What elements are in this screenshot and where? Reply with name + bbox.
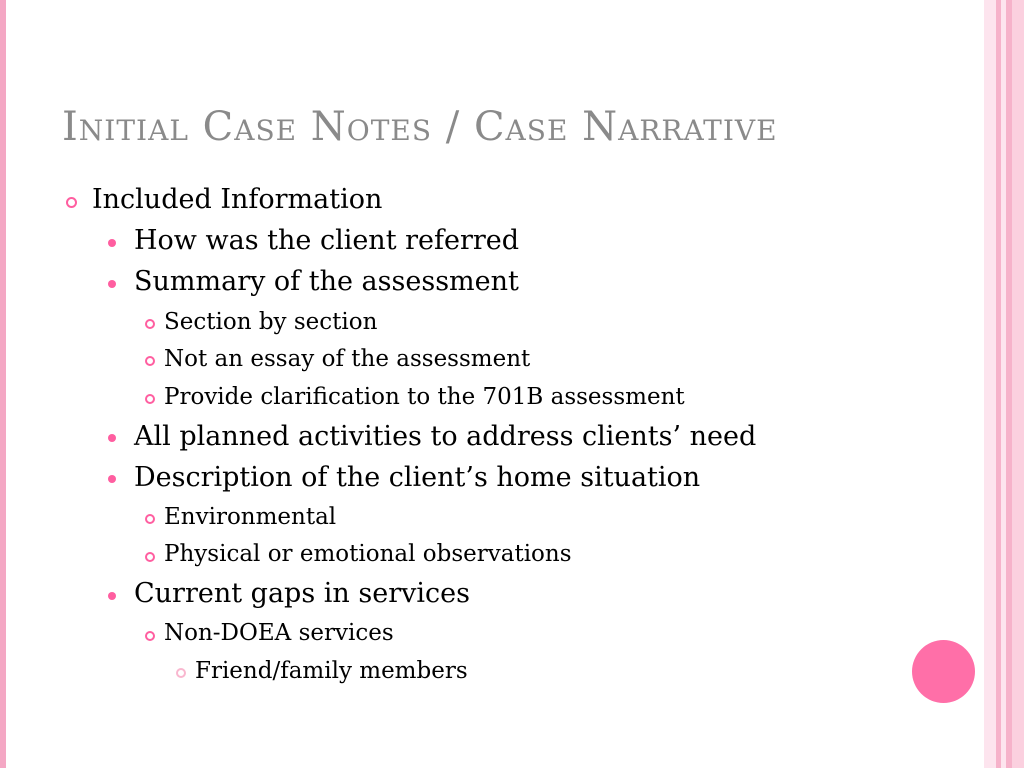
bullet-home-situation: Description of the client’s home situation [134, 462, 701, 493]
ring-bullet-icon [145, 514, 155, 524]
bullet-client-referred: How was the client referred [134, 225, 520, 256]
dot-bullet-icon [108, 434, 116, 442]
bullet-clarification-701b: Provide clarification to the 701B assessment [164, 384, 685, 410]
ring-bullet-icon [145, 356, 155, 366]
bullet-section-by-section: Section by section [164, 309, 378, 335]
bullet-not-essay: Not an essay of the assessment [164, 346, 531, 372]
bullet-current-gaps: Current gaps in services [134, 578, 470, 609]
slide-title: Initial Case Notes / Case Narrative [62, 104, 778, 150]
ring-bullet-icon [145, 631, 155, 641]
bullet-summary-assessment: Summary of the assessment [134, 266, 519, 297]
ring-bullet-icon [145, 552, 155, 562]
ring-bullet-icon [66, 197, 77, 208]
ring-bullet-icon [145, 319, 155, 329]
bullet-physical-emotional: Physical or emotional observations [164, 541, 572, 567]
ring-bullet-icon [145, 394, 155, 404]
bullet-non-doea-services: Non-DOEA services [164, 620, 394, 646]
ring-bullet-icon [176, 668, 186, 678]
bullet-environmental: Environmental [164, 504, 337, 530]
bullet-included-information: Included Information [92, 184, 383, 215]
dot-bullet-icon [108, 239, 116, 247]
dot-bullet-icon [108, 475, 116, 483]
dot-bullet-icon [108, 280, 116, 288]
bullet-friend-family: Friend/family members [195, 658, 468, 684]
dot-bullet-icon [108, 592, 116, 600]
bullet-planned-activities: All planned activities to address clients’ need [134, 421, 757, 452]
